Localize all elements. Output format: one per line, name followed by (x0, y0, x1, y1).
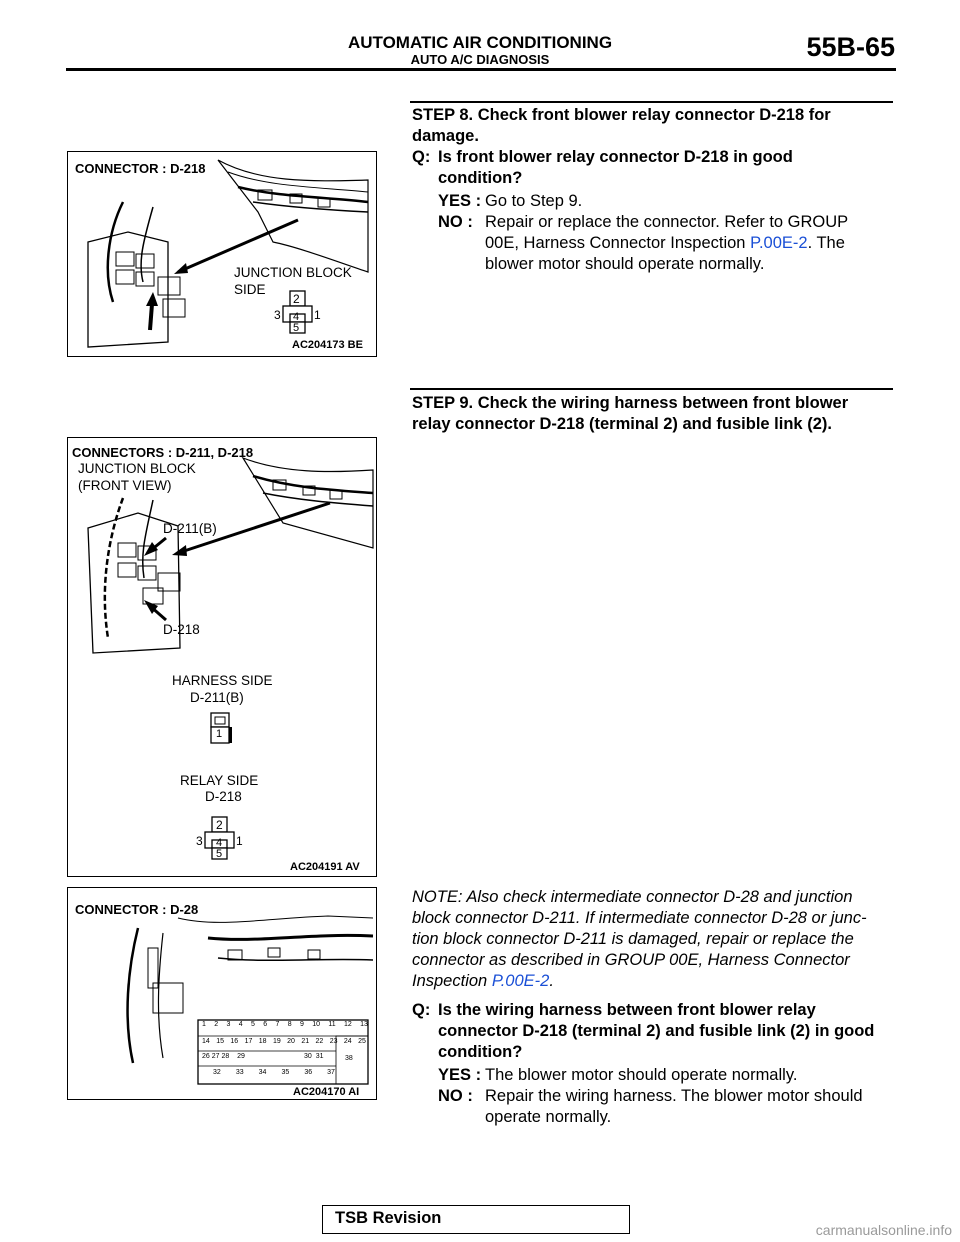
pin: 11 (328, 1021, 336, 1028)
pin: 29 (237, 1053, 245, 1060)
figure2-harness-pin: 1 (216, 728, 223, 740)
pin: 20 (287, 1038, 295, 1045)
pin: 7 (275, 1021, 280, 1028)
figure3-row3-right (304, 1053, 323, 1060)
figure2-harness-conn: D-211(B) (190, 690, 244, 705)
pin: 30 (304, 1053, 312, 1060)
figure2-relay-conn: D-218 (205, 789, 242, 804)
figure3-row2 (202, 1038, 366, 1045)
figure-connector-d28 (67, 887, 377, 1100)
pin: 24 (343, 1038, 352, 1045)
watermark: carmanualsonline.info (815, 1222, 952, 1238)
figure3-row4 (213, 1069, 335, 1076)
figure2-jb-label-2: (FRONT VIEW) (78, 478, 172, 493)
step8-q-prefix: Q: (412, 148, 431, 166)
figure2-pin-4: 4 (216, 837, 223, 849)
step9-question-2: connector D-218 (terminal 2) and fusible link (2) in good (438, 1022, 875, 1040)
pin: 5 (251, 1021, 255, 1028)
pin: 8 (287, 1021, 292, 1028)
pin: 3 (226, 1021, 231, 1028)
figure2-pin-5: 5 (216, 848, 223, 860)
figure-connector-d218 (67, 151, 377, 357)
step9-question-1: Is the wiring harness between front blower relay (438, 1001, 816, 1019)
figure1-side-label-1: JUNCTION BLOCK (234, 265, 352, 280)
note-line-3: tion block connector D-211 is damaged, repair or replace the (412, 930, 854, 948)
figure2-illustration (68, 438, 376, 876)
footer-tsb-revision: TSB Revision (335, 1209, 442, 1227)
pin: 35 (281, 1069, 290, 1076)
figure1-title: CONNECTOR : D-218 (75, 161, 206, 176)
step8-inspection-link[interactable]: P.00E-2 (750, 234, 808, 252)
pin: 12 (344, 1021, 352, 1028)
pin: 4 (238, 1021, 243, 1028)
step8-question-2: condition? (438, 169, 523, 187)
pin: 9 (300, 1021, 304, 1028)
step8-no-text-2 (485, 233, 845, 254)
pin: 23 (329, 1038, 338, 1045)
step8-heading-2: damage. (412, 127, 479, 145)
figure3-row3-left (202, 1053, 245, 1060)
figure2-title: CONNECTORS : D-211, D-218 (72, 445, 254, 460)
step8-yes-label: YES : (438, 192, 482, 210)
header-rule (66, 68, 896, 71)
step9-no-text-1: Repair the wiring harness. The blower motor should (485, 1087, 863, 1105)
pin: 21 (301, 1038, 310, 1045)
pin: 1 (202, 1021, 206, 1028)
step9-no-label: NO : (438, 1087, 473, 1105)
pin: 25 (358, 1038, 366, 1045)
note-line-5b: . (549, 972, 554, 990)
step9-yes-label: YES : (438, 1066, 482, 1084)
figure1-code: AC204173 BE (292, 339, 363, 351)
pin: 33 (235, 1069, 244, 1076)
pin: 18 (258, 1038, 267, 1045)
step8-no-text-3: blower motor should operate normally. (485, 255, 765, 273)
pin: 6 (263, 1021, 268, 1028)
figure-connectors-d211-d218 (67, 437, 377, 877)
figure2-pin-1: 1 (236, 834, 243, 848)
pin: 31 (315, 1053, 324, 1060)
figure2-pin-3: 3 (196, 834, 203, 848)
figure3-illustration (68, 888, 376, 1099)
pin: 19 (272, 1038, 281, 1045)
pin: 34 (258, 1069, 267, 1076)
figure1-pin-3: 3 (274, 308, 281, 322)
step8-no-text-2b: . The (807, 234, 845, 252)
pin: 27 (211, 1053, 220, 1060)
figure2-code: AC204191 AV (290, 861, 360, 873)
figure3-pin-38: 38 (345, 1055, 353, 1062)
pin: 16 (230, 1038, 239, 1045)
pin: 14 (202, 1038, 210, 1045)
figure2-jb-label-1: JUNCTION BLOCK (78, 461, 196, 476)
figure2-harness-side: HARNESS SIDE (172, 673, 273, 688)
note-line-5 (412, 971, 554, 992)
figure3-code: AC204170 AI (293, 1086, 360, 1098)
note-line-5a: Inspection (412, 972, 492, 990)
note-line-4: connector as described in GROUP 00E, Harness Connector (412, 951, 850, 969)
pin: 10 (312, 1021, 321, 1028)
figure3-row1 (202, 1021, 368, 1028)
figure2-callout-d211: D-211(B) (163, 521, 217, 536)
figure1-pin-5: 5 (293, 322, 300, 334)
section-title: AUTOMATIC AIR CONDITIONING (347, 33, 613, 52)
pin: 36 (304, 1069, 313, 1076)
step8-rule (410, 101, 893, 103)
pin: 22 (315, 1038, 324, 1045)
pin: 26 (202, 1053, 210, 1060)
step9-heading-2: relay connector D-218 (terminal 2) and fusible link (2). (412, 415, 832, 433)
step9-yes-text: The blower motor should operate normally. (485, 1066, 798, 1084)
step8-question-1: Is front blower relay connector D-218 in good (438, 148, 793, 166)
step8-no-label: NO : (438, 213, 473, 231)
step9-question-3: condition? (438, 1043, 523, 1061)
pin: 32 (213, 1069, 221, 1076)
pin: 13 (360, 1021, 368, 1028)
figure2-pin-2: 2 (216, 818, 223, 832)
step9-q-prefix: Q: (412, 1001, 431, 1019)
figure1-pin-2: 2 (293, 292, 300, 306)
step8-no-text-2a: 00E, Harness Connector Inspection (485, 234, 751, 252)
figure1-illustration (68, 152, 376, 356)
figure2-callout-d218: D-218 (163, 622, 200, 637)
page-number: 55B-65 (806, 32, 895, 62)
figure1-pin-4: 4 (293, 311, 300, 323)
note-inspection-link[interactable]: P.00E-2 (491, 972, 550, 990)
section-subtitle: AUTO A/C DIAGNOSIS (410, 52, 550, 67)
note-line-1: NOTE: Also check intermediate connector D-28 and junction (412, 888, 853, 906)
pin: 28 (221, 1053, 230, 1060)
pin: 15 (216, 1038, 224, 1045)
pin: 37 (327, 1069, 335, 1076)
pin: 2 (214, 1021, 219, 1028)
step8-no-text-1: Repair or replace the connector. Refer to GROUP (485, 213, 849, 231)
step9-heading-1: STEP 9. Check the wiring harness between front blower (412, 394, 849, 412)
step9-rule (410, 388, 893, 390)
note-line-2: block connector D-211. If intermediate connector D-28 or junc- (412, 909, 867, 927)
step8-yes-text: Go to Step 9. (485, 192, 583, 210)
figure2-relay-side: RELAY SIDE (180, 773, 259, 788)
pin: 17 (244, 1038, 253, 1045)
step9-no-text-2: operate normally. (485, 1108, 612, 1126)
figure3-title: CONNECTOR : D-28 (75, 902, 199, 917)
figure1-side-label-2: SIDE (234, 282, 266, 297)
step8-heading-1: STEP 8. Check front blower relay connector D-218 for (412, 106, 831, 124)
figure1-pin-1: 1 (314, 308, 321, 322)
